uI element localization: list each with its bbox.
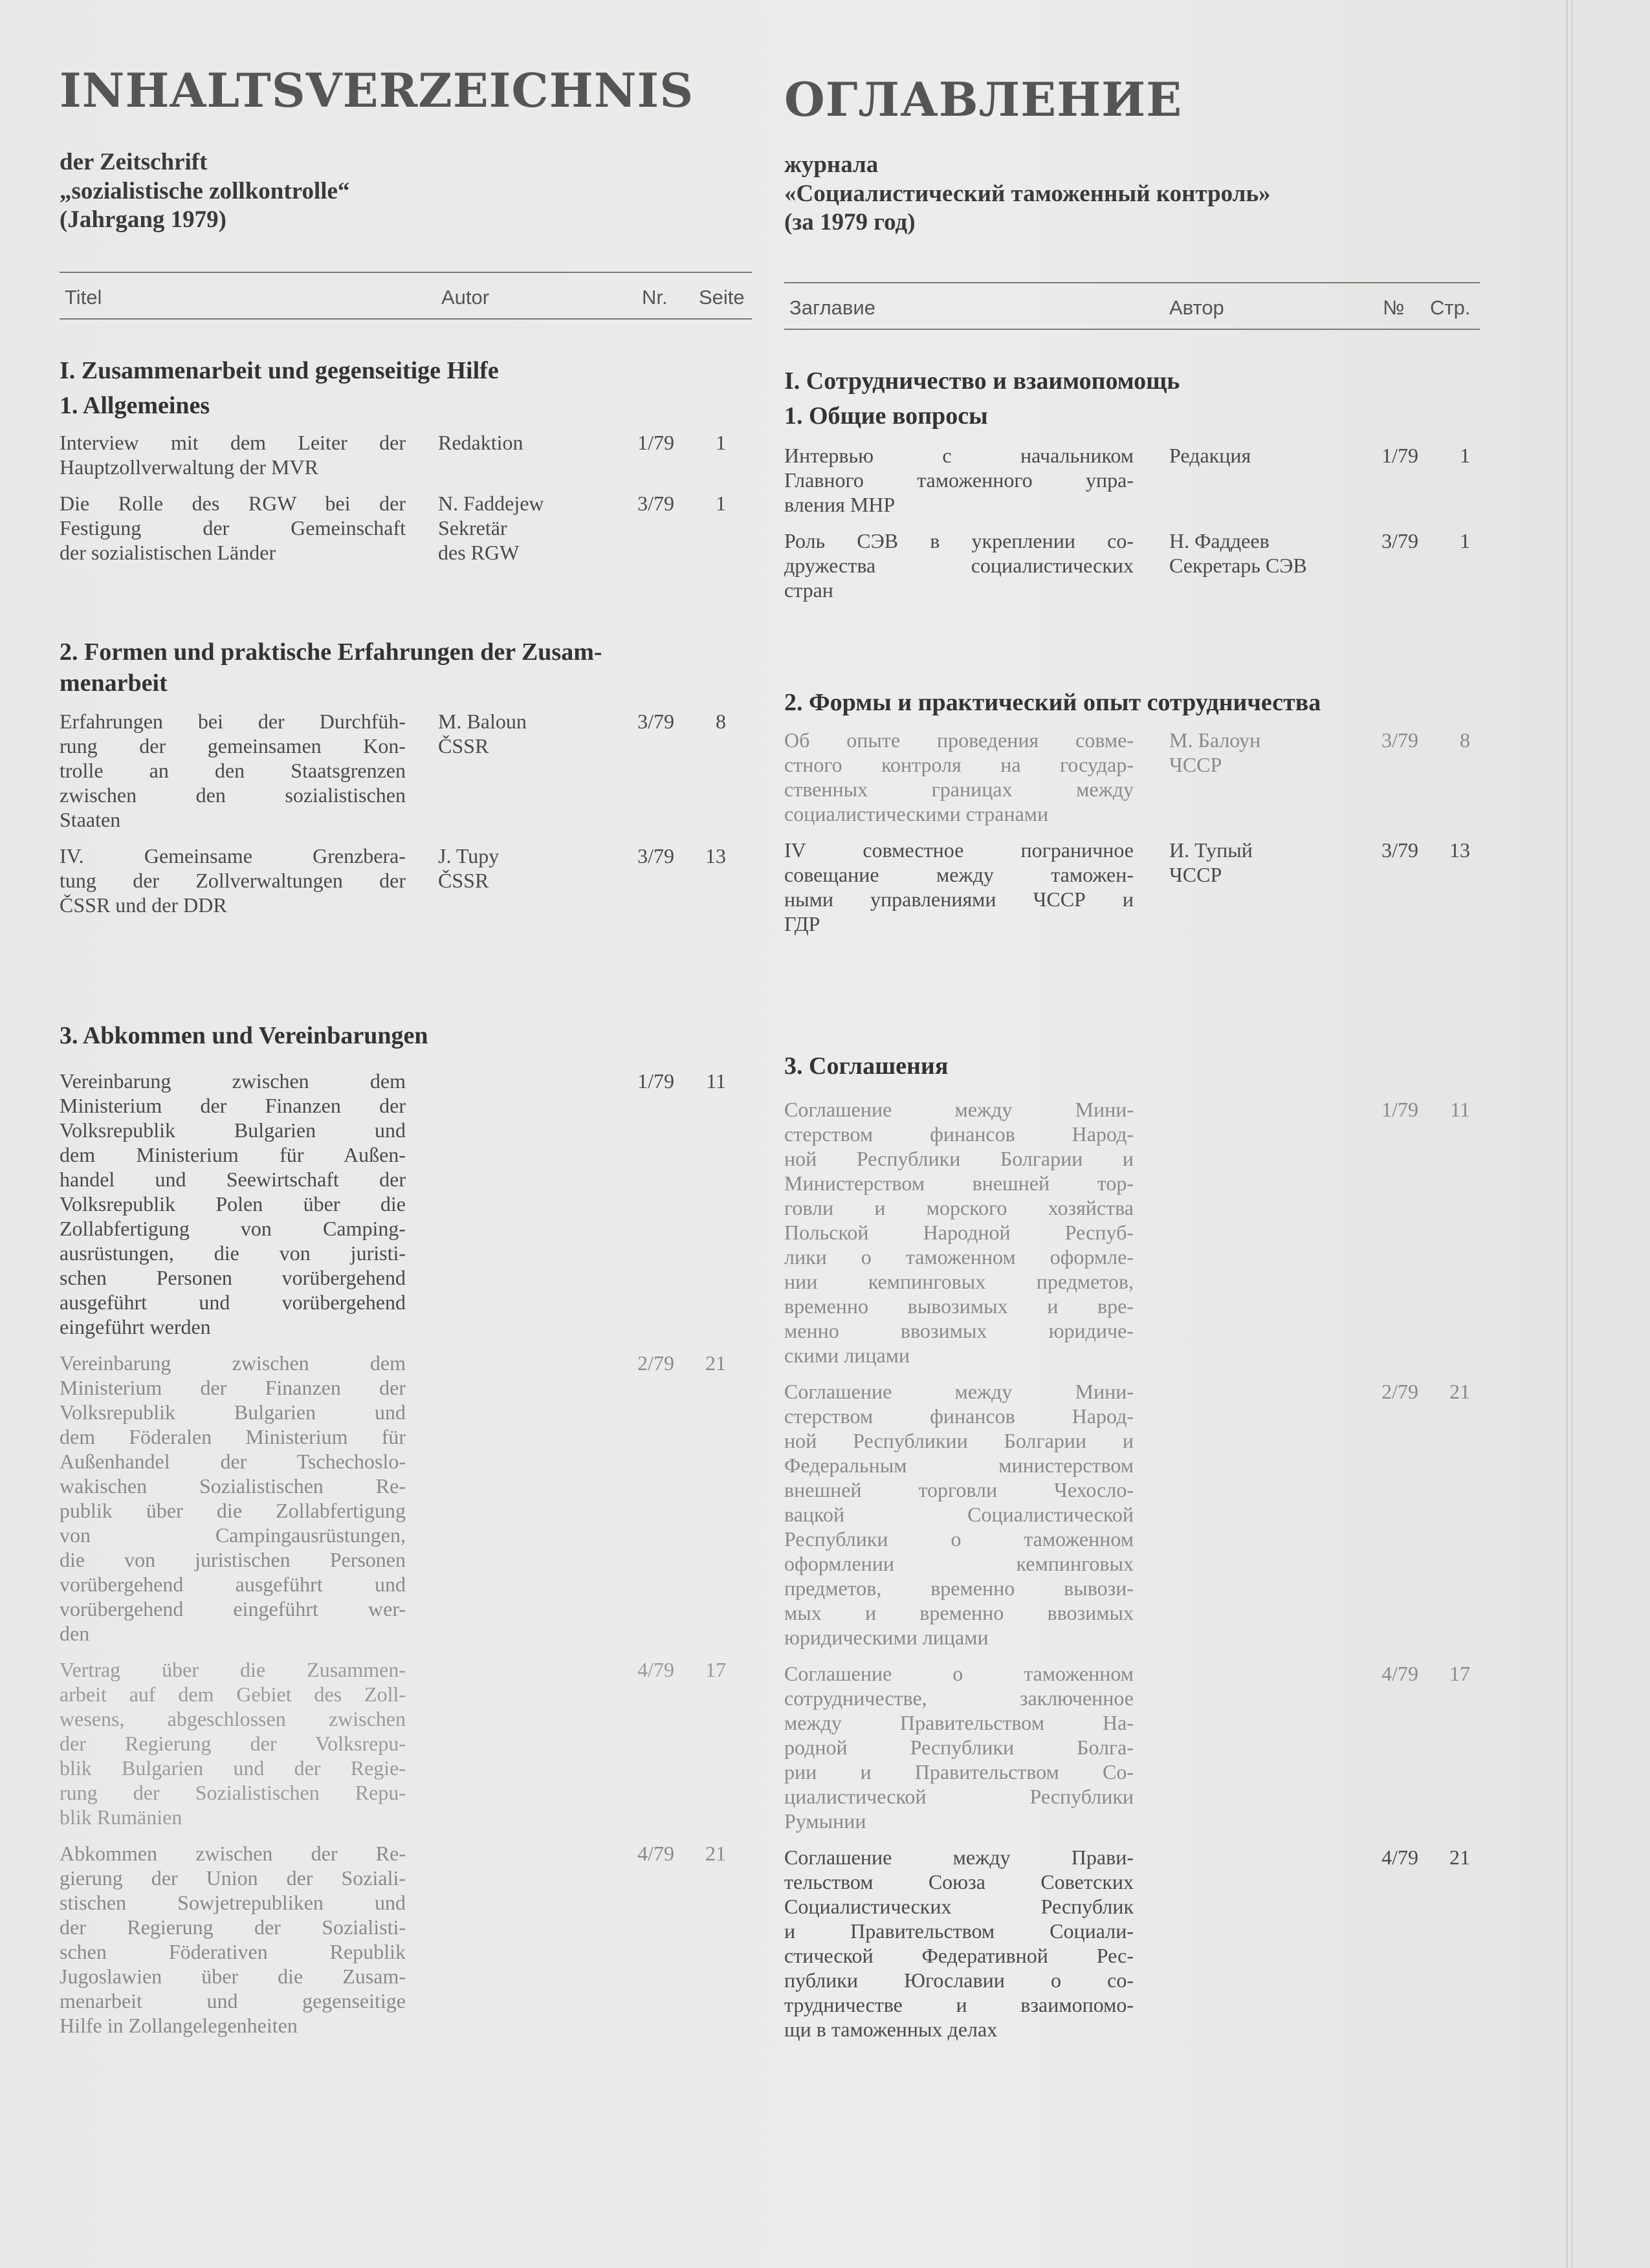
header-author: Автор (1169, 296, 1224, 320)
entry-title-line: говли и морского хозяйства (784, 1196, 1134, 1220)
toc-entry (784, 529, 1480, 602)
entry-title-line: Vereinbarung zwischen dem (60, 1351, 406, 1375)
entry-page-number: 8 (716, 710, 726, 734)
entry-title-line: Hilfe in Zollangelegenheiten (60, 2013, 298, 2037)
toc-entry (60, 844, 752, 917)
entry-title-line: стической Федеративной Рес- (784, 1944, 1134, 1968)
entry-issue-number: 1/79 (637, 431, 674, 455)
entry-author (438, 430, 523, 455)
entry-issue-number: 2/79 (637, 1351, 674, 1375)
german-subtitle (60, 148, 752, 234)
entry-title-line: ČSSR und der DDR (60, 893, 227, 917)
entry-title-line: stischen Sowjetrepubliken und (60, 1890, 406, 1914)
entry-author-line: Redaktion (438, 431, 523, 455)
entry-title-line: Польской Народной Респуб- (784, 1221, 1134, 1245)
entry-title (784, 529, 1134, 602)
entry-author (438, 709, 527, 758)
entry-title-line: Федеральным министерством (784, 1454, 1134, 1477)
toc-entry (784, 728, 1480, 826)
toc-entry (60, 430, 752, 479)
entry-title-line: стерством финансов Народ- (784, 1404, 1134, 1428)
header-title: Titel (65, 286, 102, 309)
entry-title-line: ной Республикии Болгарии и (784, 1429, 1134, 1453)
entry-author-line: ČSSR (438, 869, 489, 893)
entry-page-number: 13 (1449, 838, 1470, 862)
entry-title-line: вацкой Социалистической (784, 1503, 1134, 1527)
entry-author-line: ЧССР (1169, 862, 1222, 886)
entry-issue-number: 4/79 (637, 1657, 674, 1681)
entry-title-line: arbeit auf dem Gebiet des Zoll- (60, 1682, 406, 1706)
entry-title-line: вления МНР (784, 493, 896, 517)
russian-subtitle-line: журнала (784, 151, 879, 179)
entry-title-line: дружества социалистических (784, 554, 1134, 578)
section-heading: 2. Формы и практический опыт сотрудничества (784, 689, 1321, 717)
german-subtitle-line: „sozialistische zollkontrolle“ (60, 177, 350, 204)
entry-title (60, 1351, 406, 1646)
section-heading-line: menarbeit (60, 669, 168, 697)
entry-title-line: и Правительством Социали- (784, 1919, 1134, 1943)
entry-author-line: М. Балоун (1169, 728, 1261, 752)
entry-title-line: Vertrag über die Zusammen- (60, 1657, 406, 1681)
toc-entry (784, 1379, 1480, 1650)
entry-title-line: ausrüstungen, die von juristi- (60, 1241, 406, 1265)
entry-title-line: der Regierung der Sozialisti- (60, 1915, 406, 1939)
entry-page-number: 1 (1460, 529, 1470, 553)
entry-issue-number: 3/79 (637, 710, 674, 734)
entry-title-line: Die Rolle des RGW bei der (60, 492, 406, 516)
entry-author-line: Н. Фаддеев (1169, 529, 1270, 553)
entry-title (784, 728, 1134, 826)
toc-entry (60, 1657, 752, 1829)
entry-title-line: wesens, abgeschlossen zwischen (60, 1706, 406, 1730)
entry-title-line: ной Республики Болгарии и (784, 1147, 1134, 1171)
entry-title-line: юридическими лицами (784, 1626, 989, 1650)
entry-page-number: 17 (1449, 1662, 1470, 1686)
entry-title-line: предметов, временно вывози- (784, 1576, 1134, 1600)
entry-author-line: ЧССР (1169, 752, 1222, 776)
entry-title-line: Министерством внешней тор- (784, 1172, 1134, 1195)
entry-title-line: стерством финансов Народ- (784, 1122, 1134, 1146)
entry-title-line: временно вывозимых и вре- (784, 1294, 1134, 1318)
entry-author-line: ČSSR (438, 734, 489, 758)
entry-title-line: der sozialistischen Länder (60, 541, 276, 565)
entry-page-number: 11 (1450, 1098, 1470, 1122)
entry-issue-number: 1/79 (637, 1069, 674, 1093)
entry-title-line: Роль СЭВ в укреплении со- (784, 529, 1134, 553)
header-title: Заглавие (789, 296, 875, 320)
entry-title-line: стран (784, 578, 833, 602)
entry-title (60, 430, 406, 479)
header-nr: № (1383, 296, 1405, 320)
entry-title-line: wakischen Sozialistischen Re- (60, 1474, 406, 1498)
german-column (60, 65, 752, 2049)
entry-title-line: Zollabfertigung von Camping- (60, 1216, 406, 1240)
entry-title-line: trolle an den Staatsgrenzen (60, 759, 406, 783)
entry-title (784, 838, 1134, 936)
toc-entry (784, 443, 1480, 517)
entry-author-line: M. Baloun (438, 710, 527, 734)
entry-title-line: Interview mit dem Leiter der (60, 431, 406, 455)
entry-title-line: публики Югославии о со- (784, 1968, 1134, 1992)
entry-title-line: Ministerium der Finanzen der (60, 1093, 406, 1117)
section-heading: 3. Abkommen und Vereinbarungen (60, 1022, 428, 1050)
entry-issue-number: 2/79 (1381, 1380, 1418, 1404)
entry-title (784, 1845, 1134, 2042)
entry-title-line: Республики о таможенном (784, 1527, 1134, 1551)
entry-page-number: 8 (1460, 728, 1470, 752)
entry-title (60, 491, 406, 565)
entry-title-line: ГДР (784, 911, 820, 935)
entry-title-line: Румынии (784, 1809, 866, 1833)
entry-title-line: сотрудничестве, заключенное (784, 1686, 1134, 1710)
entry-author (1169, 443, 1251, 468)
header-nr: Nr. (642, 286, 668, 309)
entry-title-line: publik über die Zollabfertigung (60, 1498, 406, 1522)
entry-title (60, 1069, 406, 1339)
entry-title-line: Hauptzollverwaltung der MVR (60, 455, 318, 479)
entry-title-line: dem Föderalen Ministerium für (60, 1424, 406, 1448)
russian-subtitle (784, 151, 1480, 237)
entry-page-number: 1 (716, 431, 726, 455)
entry-title-line: vorübergehend ausgeführt und (60, 1572, 406, 1596)
entry-title-line: IV. Gemeinsame Grenzbera- (60, 844, 406, 868)
entry-title (784, 443, 1134, 517)
entry-title-line: vorübergehend eingeführt wer- (60, 1597, 406, 1620)
entry-title-line: Volksrepublik Bulgarien und (60, 1400, 406, 1424)
entry-title-line: Vereinbarung zwischen dem (60, 1069, 406, 1093)
section-heading: 1. Общие вопросы (784, 402, 988, 430)
entry-title-line: оформлении кемпинговых (784, 1552, 1134, 1576)
entry-title-line: rung der gemeinsamen Kon- (60, 734, 406, 758)
entry-title-line: Erfahrungen bei der Durchfüh- (60, 710, 406, 734)
german-title: INHALTSVERZEICHNIS (60, 63, 694, 118)
entry-page-number: 21 (1449, 1380, 1470, 1404)
entry-title (60, 844, 406, 917)
section-heading (60, 637, 752, 699)
entry-author-line: des RGW (438, 541, 520, 565)
entry-issue-number: 4/79 (1381, 1846, 1418, 1870)
page-edge-shadow (1566, 0, 1568, 2268)
toc-entry (784, 1097, 1480, 1368)
entry-title-line: den (60, 1621, 90, 1645)
entry-issue-number: 3/79 (637, 844, 674, 868)
entry-title-line: ными управлениями ЧССР и (784, 887, 1134, 911)
entry-title-line: между Правительством На- (784, 1711, 1134, 1735)
entry-title-line: Volksrepublik Polen über die (60, 1192, 406, 1216)
entry-page-number: 11 (706, 1069, 726, 1093)
entry-issue-number: 3/79 (1381, 728, 1418, 752)
entry-title-line: Festigung der Gemeinschaft (60, 516, 406, 540)
toc-entry (60, 1841, 752, 2038)
entry-title-line: родной Республики Болга- (784, 1736, 1134, 1760)
entry-title-line: Соглашение между Мини- (784, 1380, 1134, 1404)
entry-page-number: 13 (705, 844, 726, 868)
german-subtitle-line: der Zeitschrift (60, 149, 208, 176)
entry-title-line: Соглашение между Прави- (784, 1846, 1134, 1870)
entry-title-line: рии и Правительством Со- (784, 1760, 1134, 1784)
entry-title-line: циалистической Республики (784, 1785, 1134, 1809)
entry-title-line: blik Rumänien (60, 1805, 182, 1829)
entry-title-line: zwischen den sozialistischen (60, 783, 406, 807)
entry-title (784, 1661, 1134, 1833)
entry-title (60, 709, 406, 832)
entry-page-number: 17 (705, 1657, 726, 1681)
entry-title-line: внешней торговли Чехосло- (784, 1478, 1134, 1502)
toc-entry (60, 1351, 752, 1646)
entry-issue-number: 3/79 (1381, 529, 1418, 553)
entry-issue-number: 4/79 (1381, 1662, 1418, 1686)
header-page: Стр. (1430, 296, 1471, 320)
entry-title-line: schen Personen vorübergehend (60, 1265, 406, 1289)
entry-title-line: социалистическими странами (784, 801, 1049, 825)
chapter-heading: I. Сотрудничество и взаимопомощь (784, 367, 1180, 395)
entry-page-number: 1 (1460, 444, 1470, 468)
section-heading: 3. Соглашения (784, 1052, 949, 1080)
entry-issue-number: 3/79 (1381, 838, 1418, 862)
entry-author (1169, 728, 1260, 777)
german-column-headers (60, 272, 752, 320)
russian-subtitle-line: «Социалистический таможенный контроль» (784, 180, 1271, 207)
entry-title-line: Интервью с начальником (784, 444, 1134, 468)
entry-title-line: Staaten (60, 808, 121, 832)
entry-title-line: tung der Zollverwaltungen der (60, 869, 406, 893)
entry-author-line: И. Тупый (1169, 838, 1253, 862)
header-page: Seite (699, 286, 745, 309)
section-heading-line: 2. Formen und praktische Erfahrungen der Zusam- (60, 638, 602, 666)
entry-title-line: schen Föderativen Republik (60, 1939, 406, 1963)
entry-author-line: Секретарь СЭВ (1169, 554, 1307, 578)
entry-title-line: ственных границах между (784, 777, 1134, 801)
entry-title-line: щи в таможенных делах (784, 2018, 998, 2042)
entry-title (60, 1657, 406, 1829)
entry-issue-number: 3/79 (637, 492, 674, 516)
toc-entry (784, 1845, 1480, 2042)
page-edge-shadow (1571, 0, 1573, 2268)
entry-title-line: ausgeführt und vorübergehend (60, 1290, 406, 1314)
entry-title-line: менно ввозимых юридиче- (784, 1319, 1134, 1343)
german-subtitle-line: (Jahrgang 1979) (60, 206, 226, 233)
entry-title-line: Außenhandel der Tschechoslo- (60, 1449, 406, 1473)
entry-title-line: нии кемпинговых предметов, (784, 1270, 1134, 1294)
entry-title (784, 1097, 1134, 1368)
entry-title-line: трудничестве и взаимопомо- (784, 1993, 1134, 2017)
entry-title-line: Социалистических Республик (784, 1895, 1134, 1919)
entry-title-line: Abkommen zwischen der Re- (60, 1841, 406, 1865)
entry-author-line: Sekretär (438, 516, 507, 540)
entry-title-line: handel und Seewirtschaft der (60, 1167, 406, 1191)
entry-issue-number: 1/79 (1381, 444, 1418, 468)
entry-author (438, 491, 544, 565)
entry-title-line: Об опыте проведения совме- (784, 728, 1134, 752)
entry-title-line: стного контроля на государ- (784, 752, 1134, 776)
header-author: Autor (441, 286, 490, 309)
toc-entry (60, 491, 752, 565)
entry-title-line: Ministerium der Finanzen der (60, 1375, 406, 1399)
entry-title-line: скими лицами (784, 1344, 910, 1368)
entry-author (1169, 838, 1253, 887)
entry-title-line: von Campingausrüstungen, (60, 1523, 406, 1547)
entry-author-line: Редакция (1169, 444, 1251, 468)
russian-title: ОГЛАВЛЕНИЕ (784, 72, 1183, 127)
entry-issue-number: 1/79 (1381, 1098, 1418, 1122)
toc-entry (784, 1661, 1480, 1833)
entry-author (438, 844, 499, 893)
entry-page-number: 21 (705, 1841, 726, 1865)
chapter-heading: I. Zusammenarbeit und gegenseitige Hilfe (60, 357, 499, 385)
entry-page-number: 21 (705, 1351, 726, 1375)
entry-issue-number: 4/79 (637, 1841, 674, 1865)
entry-title-line: menarbeit und gegenseitige (60, 1989, 406, 2012)
entry-title-line: gierung der Union der Soziali- (60, 1866, 406, 1890)
entry-page-number: 1 (716, 492, 726, 516)
entry-title-line: der Regierung der Volksrepu- (60, 1731, 406, 1755)
toc-entry (784, 838, 1480, 936)
entry-title-line: blik Bulgarien und der Regie- (60, 1756, 406, 1780)
entry-title (60, 1841, 406, 2038)
entry-title-line: лики о таможенном оформле- (784, 1245, 1134, 1269)
entry-title-line: Соглашение между Мини- (784, 1098, 1134, 1122)
entry-author (1169, 529, 1307, 578)
toc-entry (60, 709, 752, 832)
entry-author-line: N. Faddejew (438, 492, 544, 516)
toc-entry (60, 1069, 752, 1339)
russian-subtitle-line: (за 1979 год) (784, 208, 916, 235)
entry-title-line: Главного таможенного упра- (784, 468, 1134, 492)
entry-title-line: rung der Sozialistischen Repu- (60, 1780, 406, 1804)
russian-column-headers (784, 282, 1480, 330)
russian-column (784, 65, 1480, 2053)
entry-title-line: Соглашение о таможенном (784, 1662, 1134, 1686)
entry-title-line: IV совместное пограничное (784, 838, 1134, 862)
entry-title-line: совещание между таможен- (784, 862, 1134, 886)
entry-title-line: тельством Союза Советских (784, 1870, 1134, 1894)
entry-title-line: мых и временно ввозимых (784, 1601, 1134, 1625)
entry-title (784, 1379, 1134, 1650)
entry-title-line: die von juristischen Personen (60, 1547, 406, 1571)
entry-title-line: dem Ministerium für Außen- (60, 1142, 406, 1166)
entry-title-line: eingeführt werden (60, 1314, 211, 1338)
entry-title-line: Jugoslawien über die Zusam- (60, 1964, 406, 1988)
entry-title-line: Volksrepublik Bulgarien und (60, 1118, 406, 1142)
entry-author-line: J. Tupy (438, 844, 500, 868)
entry-page-number: 21 (1449, 1846, 1470, 1870)
section-heading: 1. Allgemeines (60, 391, 210, 419)
